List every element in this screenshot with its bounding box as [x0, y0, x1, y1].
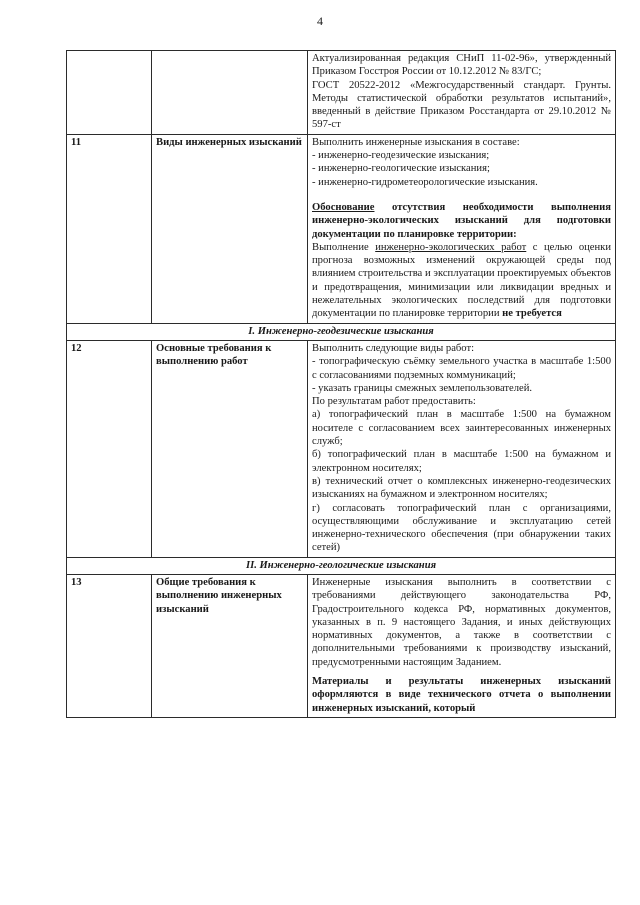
- row-content-cell: [308, 574, 616, 717]
- section-title-geological: II. Инженерно-геологические изыскания: [67, 557, 616, 574]
- eco-works-underlined: инженерно-экологических работ: [375, 241, 527, 253]
- row-name: Общие требования к выполнению инженерных изысканий: [152, 574, 308, 717]
- eco-text: с целью оценки прогноза возможных изменений окружающей среды под влиянием строительства и эксплуатации проектируемых объектов и предотвращения, минимизации или ликвидации вредных и нежелательных экологических последствий для подготовки документации по планировке территории: [312, 241, 611, 320]
- section-header-row: [67, 323, 616, 340]
- row-content-cell: [308, 340, 616, 557]
- survey-types-intro: Выполнить инженерные изыскания в составе:: [312, 136, 520, 148]
- report-paragraph: Материалы и результаты инженерных изысканий оформляются в виде технического отчета о выполнении инженерных изысканий, который: [312, 676, 611, 714]
- row-content-cell: [308, 134, 616, 323]
- snip-reference: Актуализированная редакция СНиП 11-02-96», утвержденный Приказом Госстроя России от 10.12.2012 № 83/ГС;: [312, 53, 611, 78]
- list-item: - инженерно-гидрометеорологические изыскания.: [312, 176, 538, 188]
- row-number-cell: [67, 51, 152, 135]
- list-item: - указать границы смежных землепользователей.: [312, 382, 533, 394]
- row-number: 12: [67, 340, 152, 557]
- row-number: 13: [67, 574, 152, 717]
- justification-label: Обоснование: [312, 201, 375, 213]
- results-intro: По результатам работ предоставить:: [312, 396, 476, 408]
- works-intro: Выполнить следующие виды работ:: [312, 342, 475, 354]
- table-row: [67, 340, 616, 557]
- section-header-row: [67, 557, 616, 574]
- table-row: [67, 574, 616, 717]
- list-item: б) топографический план в масштабе 1:500 на бумажном и электронном носителях;: [312, 449, 611, 474]
- row-name-cell: [152, 51, 308, 135]
- table-row: [67, 51, 616, 135]
- list-item: - инженерно-геодезические изыскания;: [312, 150, 490, 162]
- gost-reference: ГОСТ 20522-2012 «Межгосударственный стандарт. Грунты. Методы статистической обработки результатов испытаний», введенный в действие Приказом Росстандарта от 29.10.2012 № 597-ст: [312, 79, 611, 131]
- list-item: г) согласовать топографический план с организациями, осуществляющими обслуживание и эксплуатацию сетей инженерно-технического обеспечения (при обнаружении таких сетей): [312, 502, 611, 554]
- row-name: Виды инженерных изысканий: [152, 134, 308, 323]
- list-item: а) топографический план в масштабе 1:500 на бумажном носителе с согласованием всех заинтересованных инженерных служб;: [312, 409, 611, 448]
- eco-survey-paragraph: [312, 241, 611, 321]
- eco-not-required: не требуется: [502, 308, 562, 320]
- row-number: 11: [67, 134, 152, 323]
- table-row: [67, 134, 616, 323]
- list-item: в) технический отчет о комплексных инженерно-геодезических изысканиях на бумажном и электронном носителях;: [312, 475, 611, 501]
- eco-prefix: Выполнение: [312, 241, 376, 253]
- requirements-paragraph: Инженерные изыскания выполнить в соответствии с требованиями действующего законодательства РФ, Градостроительного кодекса РФ, нормативных документов, указанных в п. 9 настоящего Задания, и иных действующих нормативных документов, а также в соответствии с дополнительными требованиями к производству изысканий, предусмотренными настоящим Заданием.: [312, 576, 611, 668]
- row-content-cell: [308, 51, 616, 135]
- justification-text: отсутствия необходимости выполнения инженерно-экологических изысканий для подготовки документации по планировке территории:: [312, 201, 611, 240]
- section-title-geodetic: I. Инженерно-геодезические изыскания: [67, 323, 616, 340]
- list-item: - топографическую съёмку земельного участка в масштабе 1:500 с согласованиями подземных коммуникаций;: [312, 356, 611, 381]
- row-name: Основные требования к выполнению работ: [152, 340, 308, 557]
- list-item: - инженерно-геологические изыскания;: [312, 163, 490, 175]
- page-number: 4: [317, 14, 323, 28]
- justification-heading: [312, 201, 611, 241]
- requirements-table: [66, 50, 616, 718]
